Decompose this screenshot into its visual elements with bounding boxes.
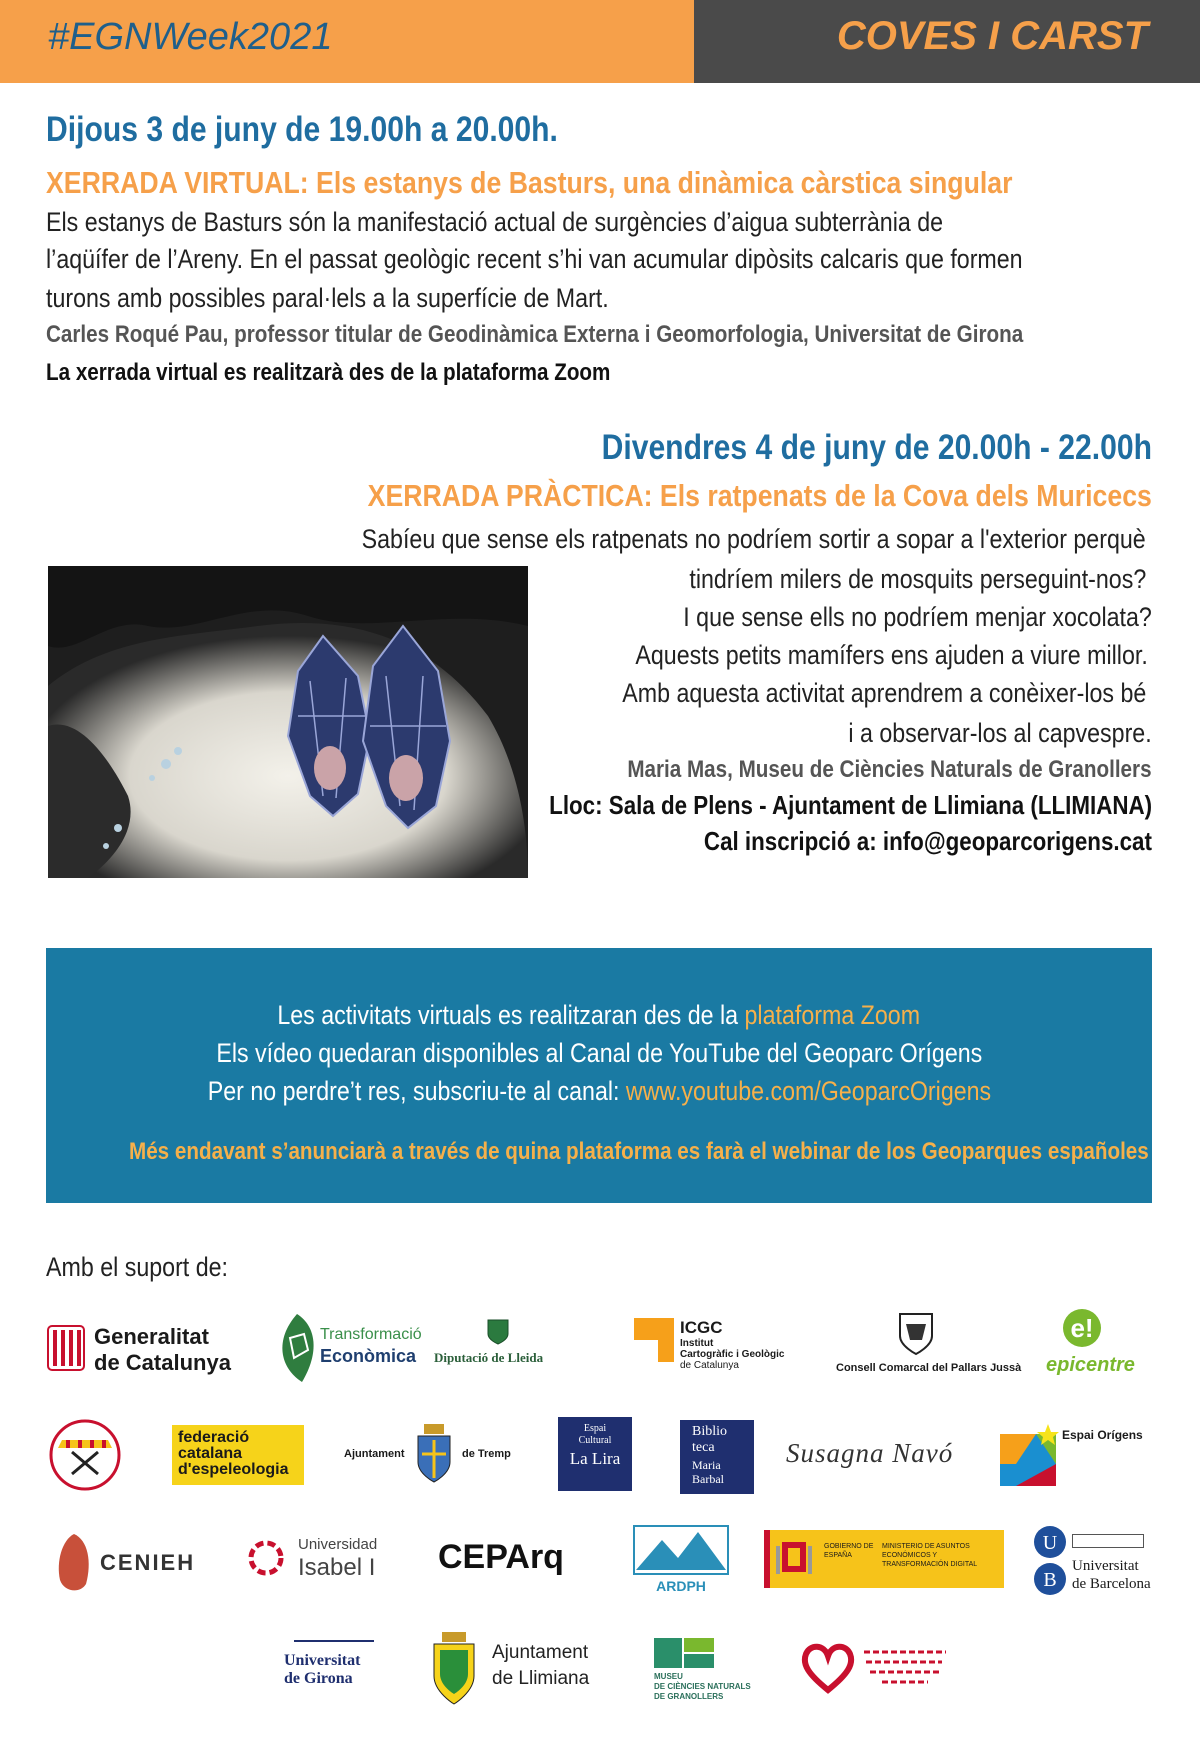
event2-desc-2: tindríem milers de mosquits perseguint-nos? <box>689 564 1146 594</box>
espeleo-club-badge-icon <box>48 1418 122 1492</box>
tremp-crest-icon <box>414 1424 454 1484</box>
ub-emblem <box>1072 1534 1144 1548</box>
svg-text:B: B <box>1043 1569 1057 1591</box>
svg-text:e!: e! <box>1070 1313 1094 1343</box>
museu-granollers-mark-icon <box>654 1638 714 1670</box>
spain-coat-of-arms-icon <box>774 1536 814 1582</box>
event2-desc-5: Amb aquesta activitat aprendrem a conèixer-los bé <box>621 678 1146 708</box>
band-line-2: Els vídeo quedaran disponibles al Canal de YouTube del Geoparc Orígens <box>216 1038 982 1068</box>
event1-speaker: Carles Roqué Pau, professor titular de Geodinàmica Externa i Geomorfologia, Universitat de Girona <box>46 321 1024 348</box>
band-line-1 <box>46 1000 1152 1031</box>
diputacio-crest-icon <box>486 1316 510 1346</box>
logo-universidad-isabel-i: Universidad Isabel I <box>246 1534 396 1588</box>
logo-susagna-navo: Susagna Navó <box>786 1438 954 1468</box>
zoom-platform-link[interactable]: plataforma Zoom <box>744 1000 921 1030</box>
logo-espai-origens: Espai Orígens <box>996 1424 1148 1490</box>
band-line-3-text: Per no perdre’t res, subscriu-te al canal: <box>207 1076 626 1106</box>
event2-desc-1: Sabíeu que sense els ratpenats no podríem sortir a sopar a l'exterior perquè <box>361 524 1146 554</box>
logo-universitat-girona: Universitat de Girona <box>284 1640 384 1694</box>
cenieh-stone-icon <box>56 1532 94 1594</box>
ub-letters-icon <box>1032 1524 1068 1598</box>
red-heart-icon <box>800 1640 856 1694</box>
logo-gobierno-espana: GOBIERNO DE ESPAÑA MINISTERIO DE ASUNTOS ECONÓMICOS Y TRANSFORMACIÓN DIGITAL <box>764 1530 1004 1588</box>
band-line-3 <box>46 1076 1152 1107</box>
ardph-mountains-icon <box>632 1524 730 1576</box>
logo-transformacio-economica: Transformació Econòmica <box>272 1312 422 1384</box>
espai-origens-mark-icon <box>996 1424 1060 1490</box>
band-line-1-text: Les activitats virtuals es realitzaran des de la <box>277 1000 745 1030</box>
logo-cenieh: CENIEH <box>56 1532 206 1596</box>
logo-pallars-jussa: Consell Comarcal del Pallars Jussà <box>836 1310 1006 1380</box>
logo-museu-granollers: MUSEU DE CIÈNCIES NATURALS DE GRANOLLERS <box>654 1638 764 1702</box>
svg-text:U: U <box>1042 1532 1058 1554</box>
logo-espeleo-club <box>48 1418 122 1492</box>
logo-icgc: ICGC Institut Cartogràfic i Geològic de Catalunya <box>634 1318 804 1378</box>
logo-diputacio-lleida: Diputació de Lleida <box>434 1316 564 1378</box>
epicentre-e-icon <box>1062 1308 1102 1352</box>
event2-desc-3: I que sense ells no podríem menjar xocolata? <box>683 602 1152 632</box>
logo-espai-la-lira: Espai Cultural La Lira <box>558 1417 632 1491</box>
logo-ceparq: CEPArq <box>438 1538 564 1576</box>
transformacio-leaf-icon <box>272 1312 322 1384</box>
udg-top-rule <box>294 1640 374 1646</box>
generalitat-shield-icon <box>46 1324 86 1372</box>
event2-speaker: Maria Mas, Museu de Ciències Naturals de Granollers <box>627 756 1152 783</box>
event2-desc-6: i a observar-los al capvespre. <box>848 718 1152 748</box>
icgc-mark-icon <box>634 1318 674 1362</box>
logo-ajuntament-llimiana: Ajuntament de Llimiana <box>430 1630 610 1708</box>
support-label: Amb el suport de: <box>46 1252 228 1282</box>
llimiana-crest-icon <box>430 1630 478 1708</box>
logo-ajuntament-tremp: Ajuntament de Tremp <box>344 1424 524 1486</box>
event1-platform: La xerrada virtual es realitzarà des de la plataforma Zoom <box>46 359 611 386</box>
event2-desc-4: Aquests petits mamífers ens ajuden a viure millor. <box>635 640 1148 670</box>
event2-date: Divendres 4 de juny de 20.00h - 22.00h <box>601 428 1152 467</box>
pallars-eagle-crest-icon <box>896 1310 936 1356</box>
hashtag: #EGNWeek2021 <box>48 16 333 58</box>
logo-generalitat: Generalitat de Catalunya <box>46 1322 236 1376</box>
band-note: Més endavant s’anunciarà a través de quina plataforma es farà el webinar de los Geoparques españoles <box>129 1138 1149 1165</box>
logo-museu-geologic-stamp <box>800 1640 950 1696</box>
event2-registration: Cal inscripció a: info@geoparcorigens.cat <box>704 826 1152 856</box>
logo-biblioteca-maria-barbal: Biblio teca Maria Barbal <box>680 1420 754 1494</box>
event1-desc-2: l’aqüífer de l’Areny. En el passat geològic recent s’hi van acumular dipòsits calcaris que formen <box>46 244 1023 274</box>
event1-title: XERRADA VIRTUAL: Els estanys de Basturs, una dinàmica càrstica singular <box>46 165 1013 200</box>
event2-title: XERRADA PRÀCTICA: Els ratpenats de la Cova dels Muricecs <box>367 478 1152 513</box>
info-band <box>46 948 1152 1203</box>
logo-federacio-espeleologia: federació catalana d'espeleologia <box>172 1425 304 1485</box>
logo-ardph: ARDPH <box>632 1524 730 1598</box>
red-handwritten-stamp <box>862 1646 948 1690</box>
event1-date: Dijous 3 de juny de 19.00h a 20.00h. <box>46 110 558 149</box>
topic-title: COVES I CARST <box>836 14 1148 58</box>
event2-place: Lloc: Sala de Plens - Ajuntament de Llimiana (LLIMIANA) <box>549 790 1152 820</box>
logo-epicentre: e! epicentre <box>1034 1308 1134 1384</box>
event1-desc-1: Els estanys de Basturs són la manifestació actual de surgències d’aigua subterrània de <box>46 207 944 237</box>
bats-illustration <box>48 566 528 878</box>
logo-universitat-barcelona: U B Universitat de Barcelona <box>1032 1524 1152 1598</box>
youtube-channel-link[interactable]: www.youtube.com/GeoparcOrigens <box>625 1076 991 1106</box>
isabel-ring-icon <box>246 1538 286 1578</box>
event1-desc-3: turons amb possibles paral·lels a la superfície de Mart. <box>46 283 609 313</box>
spain-flag-stripe <box>764 1530 770 1588</box>
